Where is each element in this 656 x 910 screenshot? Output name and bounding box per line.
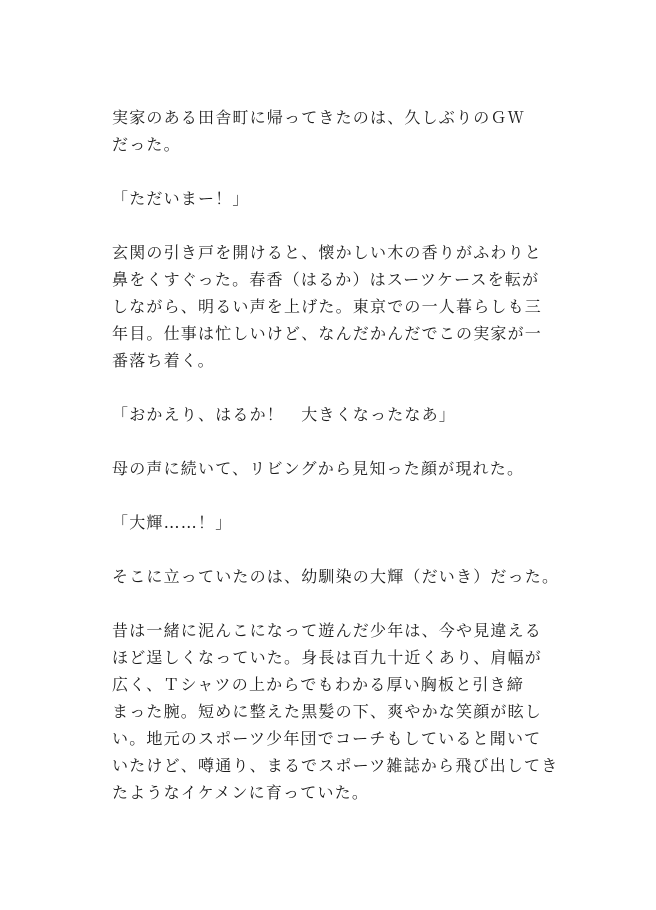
text-line: 鼻をくすぐった。春香（はるか）はスーツケースを転が [112,270,540,289]
text-line: だった。 [112,135,181,154]
text-line: 「おかえり、はるか！ 大きくなったなあ」 [112,405,457,424]
text-line: 昔は一緒に泥んこになって遊んだ少年は、今や見違える [112,621,543,640]
paragraph-living-room [112,455,552,482]
text-line: しながら、明るい声を上げた。東京での一人暮らしも三 [112,297,543,316]
text-line: 「大輝……！」 [112,513,233,532]
text-line: たようなイケメンに育っていた。 [112,783,370,802]
document-page [112,104,560,833]
paragraph-description [112,617,559,806]
paragraph-entrance [112,239,552,374]
text-line: 玄関の引き戸を開けると、懐かしい木の香りがふわりと [112,243,543,262]
paragraph-dialogue-haruka [112,185,552,212]
text-line: 母の声に続いて、リビングから見知った顔が現れた。 [112,459,525,478]
paragraph-intro [112,104,552,158]
text-line: い。地元のスポーツ少年団でコーチもしていると聞いて [112,729,542,748]
text-line: 年目。仕事は忙しいけど、なんだかんだでこの実家が一 [112,324,543,343]
paragraph-childhood-friend [112,563,560,590]
text-line: ほど逞しくなっていた。身長は百九十近くあり、肩幅が [112,648,543,667]
paragraph-dialogue-daiki [112,509,552,536]
text-line: 番落ち着く。 [112,351,215,370]
text-line: 広く、Ｔシャツの上からでもわかる厚い胸板と引き締 [112,675,525,694]
text-line: まった腕。短めに整えた黒髪の下、爽やかな笑顔が眩し [112,702,543,721]
text-line: そこに立っていたのは、幼馴染の大輝（だいき）だった。 [112,567,560,586]
paragraph-dialogue-mother [112,401,552,428]
text-line: いたけど、噂通り、まるでスポーツ雑誌から飛び出してき [112,756,559,775]
text-line: 「ただいまー！」 [112,189,250,208]
text-line: 実家のある田舎町に帰ってきたのは、久しぶりのＧＷ [112,108,525,127]
